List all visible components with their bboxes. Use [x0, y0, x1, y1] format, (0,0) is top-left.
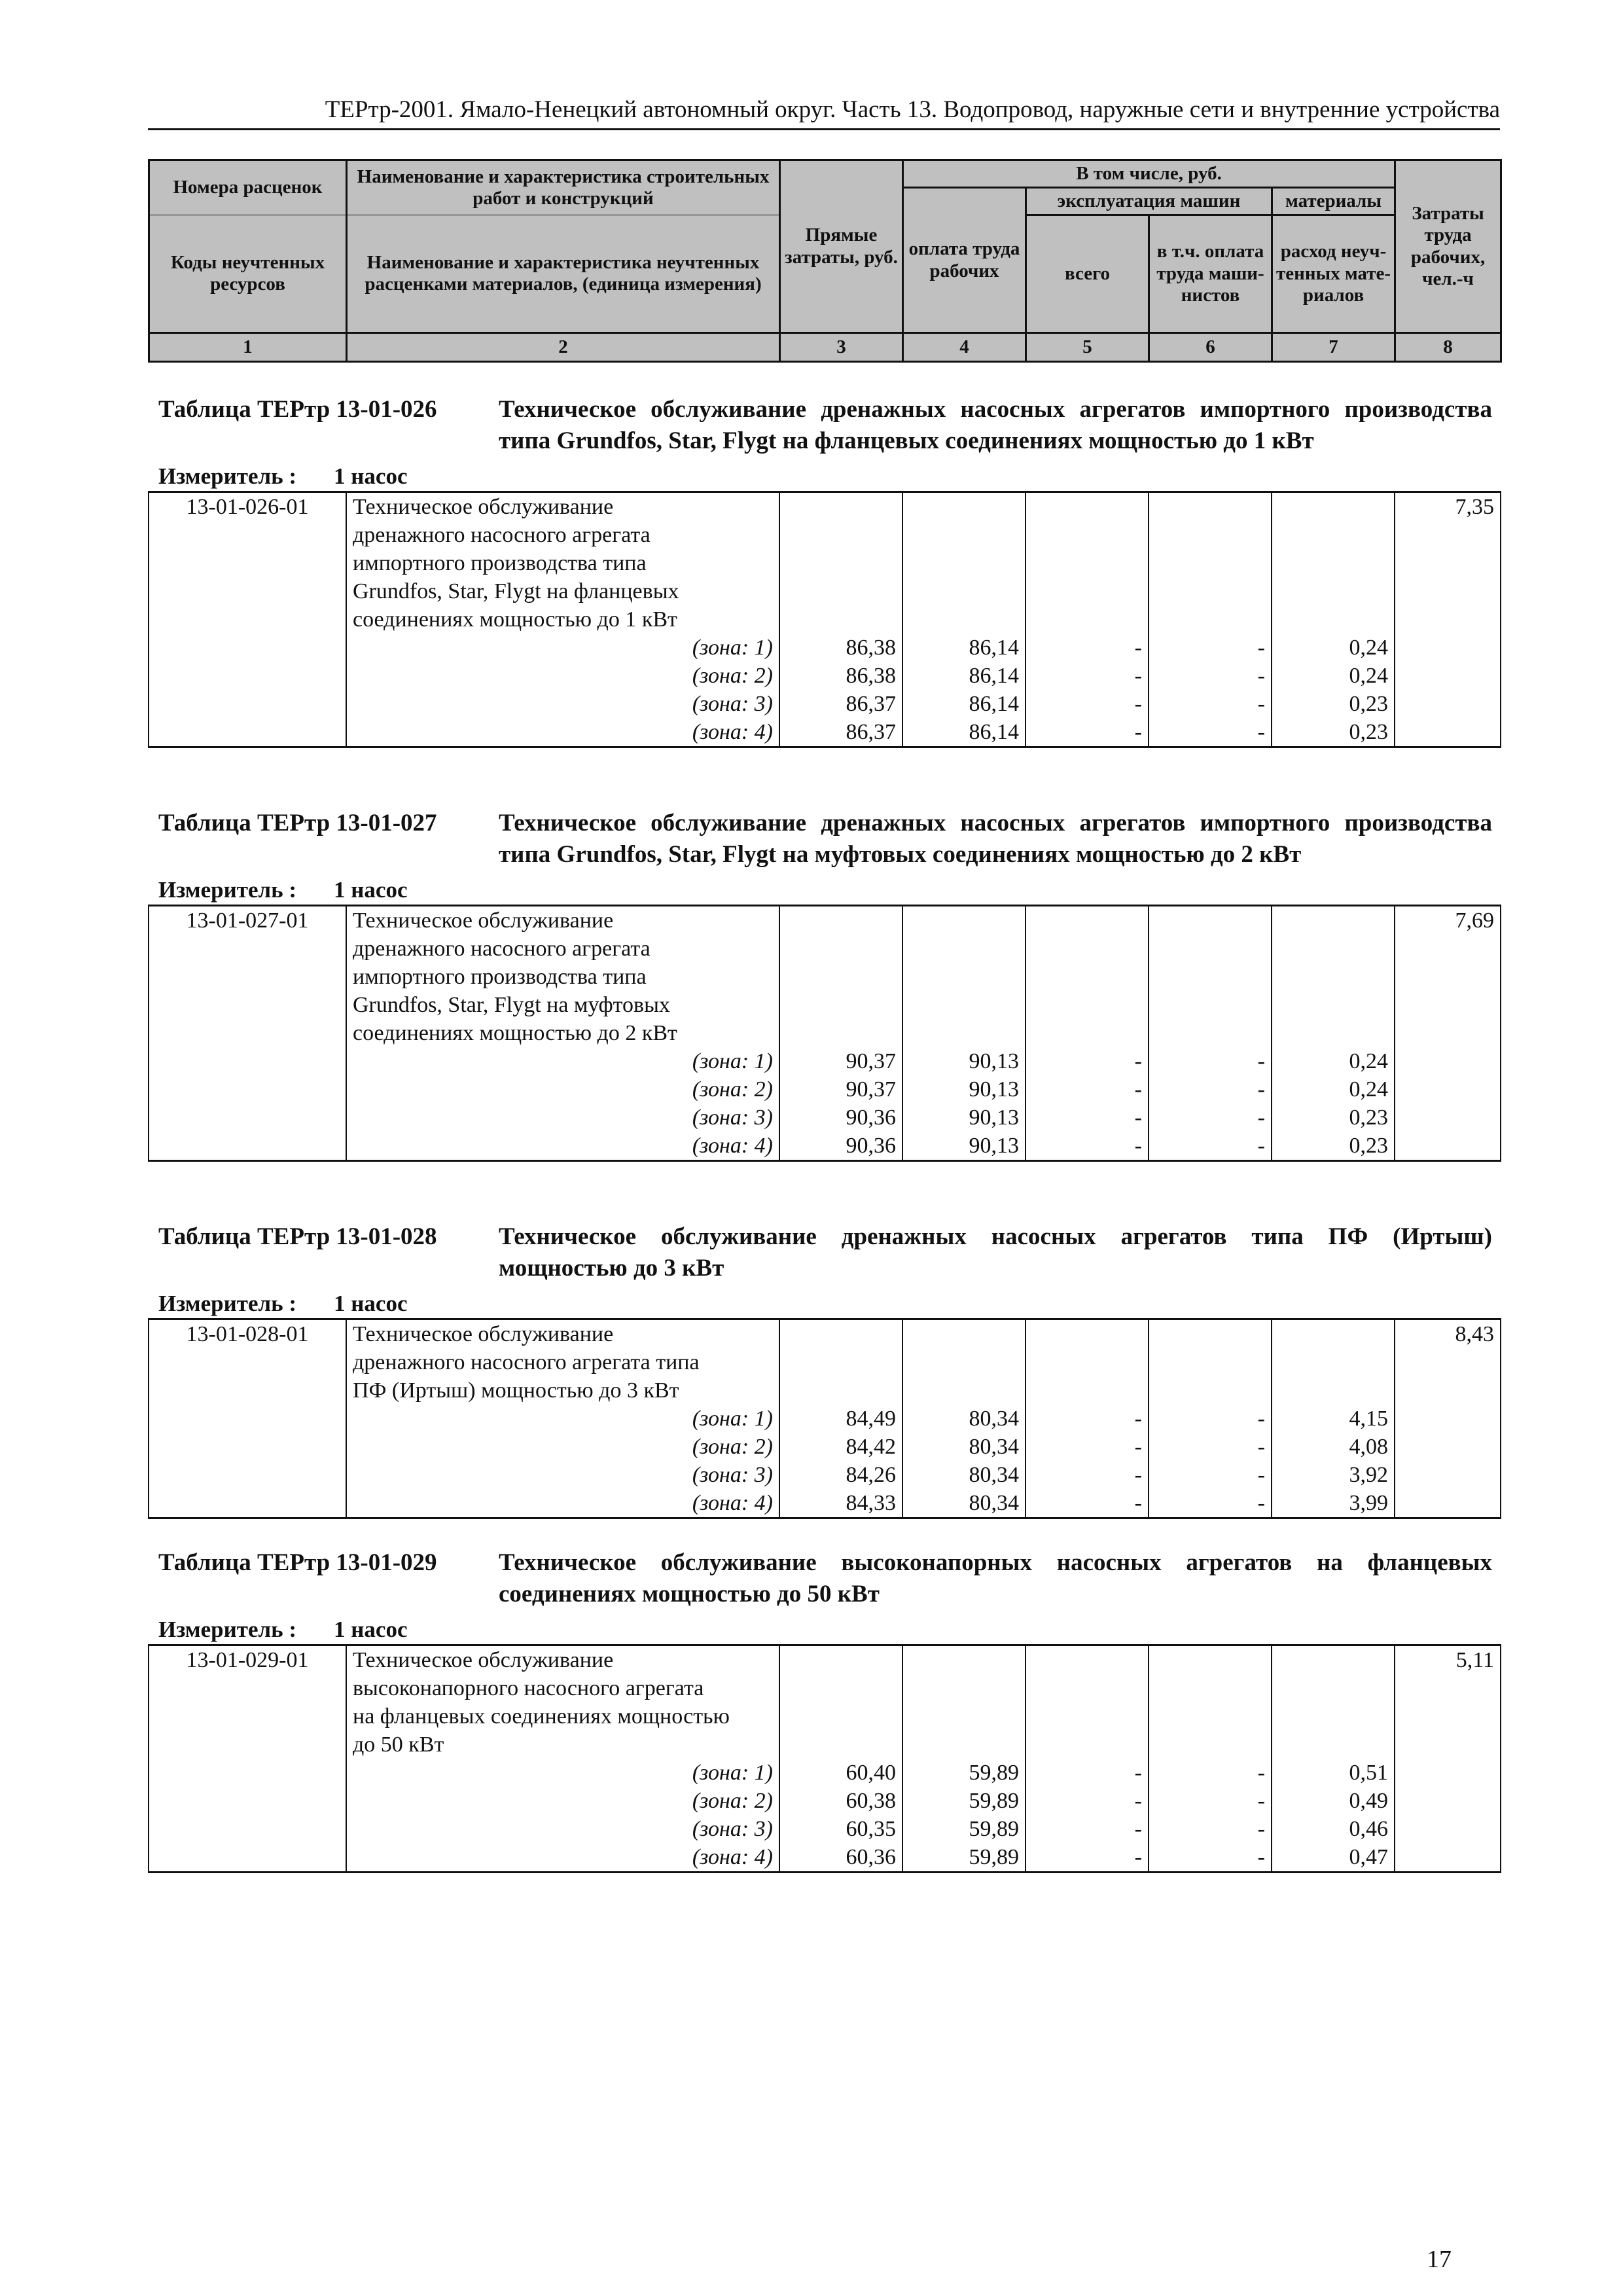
zone-label: (зона: 2)	[346, 1433, 779, 1461]
labor-cost	[1395, 1731, 1501, 1759]
rate-code	[149, 1019, 346, 1047]
machinist-wages: -	[1149, 1787, 1272, 1815]
materials: 0,47	[1272, 1843, 1395, 1873]
labor-cost	[1395, 521, 1501, 549]
labor-cost	[1395, 991, 1501, 1019]
labor-cost	[1395, 935, 1501, 963]
header-num-4: 4	[903, 333, 1026, 362]
rate-description-line: Техническое обслуживание	[346, 492, 779, 522]
direct-cost: 60,40	[779, 1759, 902, 1787]
rate-table	[148, 491, 1501, 748]
description-row	[149, 1376, 1501, 1405]
zone-row	[149, 634, 1501, 662]
zone-row	[149, 718, 1501, 747]
header-machines-group: эксплуатация машин	[1026, 188, 1272, 215]
wages: 59,89	[902, 1843, 1026, 1873]
zone-label: (зона: 4)	[346, 718, 779, 747]
description-row	[149, 577, 1501, 605]
header-materials-group: материалы	[1272, 188, 1395, 215]
machines-total: -	[1026, 1075, 1149, 1103]
rate-code: 13-01-026-01	[149, 492, 346, 522]
meter-label: Измеритель :	[158, 463, 297, 489]
header-num-3: 3	[780, 333, 903, 362]
header-col1-bottom: Коды неучтенных ресурсов	[149, 215, 347, 333]
zone-row	[149, 1047, 1501, 1075]
table-title: Техническое обслуживание высоконапорных насосных агрегатов на фланцевых соединениях мощностью до 50 кВт	[499, 1549, 1492, 1607]
materials: 0,23	[1272, 718, 1395, 747]
header-num-1: 1	[149, 333, 347, 362]
header-col2-bottom: Наименование и характеристика неучтенных расценками материалов, (единица измерения)	[347, 215, 780, 333]
zone-row	[149, 1489, 1501, 1518]
zone-row	[149, 1787, 1501, 1815]
table-code: Таблица ТЕРтр 13-01-029	[158, 1549, 437, 1576]
rate-description-line: Техническое обслуживание	[346, 1319, 779, 1349]
section-13-01-026	[148, 394, 1500, 748]
section-13-01-027	[148, 808, 1500, 1162]
wages: 90,13	[902, 1047, 1026, 1075]
rate-description-line: ПФ (Иртыш) мощностью до 3 кВт	[346, 1376, 779, 1405]
zone-label: (зона: 2)	[346, 1787, 779, 1815]
wages: 86,14	[902, 634, 1026, 662]
rate-table	[148, 1644, 1501, 1873]
machines-total: -	[1026, 1047, 1149, 1075]
zone-label: (зона: 3)	[346, 1103, 779, 1132]
rate-description-line: до 50 кВт	[346, 1731, 779, 1759]
labor-cost: 5,11	[1395, 1645, 1501, 1675]
rate-code	[149, 935, 346, 963]
description-row	[149, 935, 1501, 963]
table-code: Таблица ТЕРтр 13-01-026	[158, 396, 437, 423]
description-row	[149, 906, 1501, 935]
table-code: Таблица ТЕРтр 13-01-027	[158, 810, 437, 836]
labor-cost	[1395, 963, 1501, 991]
description-row	[149, 1019, 1501, 1047]
machines-total: -	[1026, 1489, 1149, 1518]
zone-label: (зона: 3)	[346, 1815, 779, 1843]
meter	[148, 876, 1500, 905]
rate-code	[149, 1731, 346, 1759]
wages: 59,89	[902, 1815, 1026, 1843]
materials: 4,08	[1272, 1433, 1395, 1461]
rate-code: 13-01-029-01	[149, 1645, 346, 1675]
labor-cost	[1395, 1702, 1501, 1731]
machinist-wages: -	[1149, 1843, 1272, 1873]
zone-row	[149, 1433, 1501, 1461]
wages: 59,89	[902, 1759, 1026, 1787]
meter	[148, 462, 1500, 491]
wages: 86,14	[902, 690, 1026, 718]
meter-value: 1 насос	[334, 1617, 408, 1642]
machinist-wages: -	[1149, 690, 1272, 718]
description-row	[149, 963, 1501, 991]
header-num-7: 7	[1272, 333, 1395, 362]
labor-cost	[1395, 549, 1501, 577]
machinist-wages: -	[1149, 718, 1272, 747]
description-row	[149, 492, 1501, 522]
zone-row	[149, 1075, 1501, 1103]
description-row	[149, 549, 1501, 577]
zone-row	[149, 1132, 1501, 1161]
direct-cost: 90,37	[779, 1047, 902, 1075]
meter-value: 1 насос	[334, 1291, 408, 1316]
header-rule	[148, 128, 1500, 130]
zone-label: (зона: 4)	[346, 1132, 779, 1161]
section-13-01-029	[148, 1547, 1500, 1873]
machines-total: -	[1026, 1461, 1149, 1489]
description-row	[149, 1348, 1501, 1376]
rate-description-line: импортного производства типа	[346, 549, 779, 577]
zone-row	[149, 1461, 1501, 1489]
machinist-wages: -	[1149, 634, 1272, 662]
labor-cost	[1395, 1348, 1501, 1376]
header-col2-top: Наименование и характеристика строительных работ и конструкций	[347, 160, 780, 215]
rate-code: 13-01-028-01	[149, 1319, 346, 1349]
materials: 0,24	[1272, 634, 1395, 662]
machinist-wages: -	[1149, 1075, 1272, 1103]
rate-code	[149, 1376, 346, 1405]
header-num-2: 2	[347, 333, 780, 362]
description-row	[149, 1731, 1501, 1759]
labor-cost	[1395, 605, 1501, 634]
rate-description-line: дренажного насосного агрегата	[346, 521, 779, 549]
direct-cost: 86,38	[779, 662, 902, 690]
header-col7: расход неуч-тенных мате-риалов	[1272, 215, 1395, 333]
wages: 86,14	[902, 718, 1026, 747]
direct-cost: 86,37	[779, 690, 902, 718]
machinist-wages: -	[1149, 1433, 1272, 1461]
rate-code	[149, 549, 346, 577]
machines-total: -	[1026, 1405, 1149, 1433]
direct-cost: 86,38	[779, 634, 902, 662]
rate-description-line: дренажного насосного агрегата	[346, 935, 779, 963]
wages: 80,34	[902, 1461, 1026, 1489]
header-col3: Прямые затраты, руб.	[780, 160, 903, 333]
direct-cost: 84,42	[779, 1433, 902, 1461]
direct-cost: 60,35	[779, 1815, 902, 1843]
rate-table	[148, 905, 1501, 1162]
materials: 4,15	[1272, 1405, 1395, 1433]
materials: 3,99	[1272, 1489, 1395, 1518]
header-col4: оплата труда рабочих	[903, 188, 1026, 333]
machines-total: -	[1026, 1815, 1149, 1843]
machinist-wages: -	[1149, 1489, 1272, 1518]
description-row	[149, 1645, 1501, 1675]
machines-total: -	[1026, 1787, 1149, 1815]
header-col8: Затраты труда рабочих, чел.-ч	[1395, 160, 1501, 333]
labor-cost	[1395, 1674, 1501, 1702]
direct-cost: 90,37	[779, 1075, 902, 1103]
rate-code	[149, 991, 346, 1019]
section-13-01-028	[148, 1221, 1500, 1519]
materials: 0,23	[1272, 690, 1395, 718]
direct-cost: 90,36	[779, 1103, 902, 1132]
rate-code	[149, 963, 346, 991]
section-title	[148, 808, 1500, 870]
rate-code	[149, 1348, 346, 1376]
materials: 0,46	[1272, 1815, 1395, 1843]
labor-cost	[1395, 577, 1501, 605]
header-col1-top: Номера расценок	[149, 160, 347, 215]
page-number: 17	[1427, 2246, 1452, 2273]
zone-label: (зона: 1)	[346, 1405, 779, 1433]
machines-total: -	[1026, 690, 1149, 718]
table-title: Техническое обслуживание дренажных насосных агрегатов импортного производства типа Grundfos, Star, Flygt на фланцевых соединениях мощностью до 1 кВт	[499, 396, 1492, 454]
zone-label: (зона: 2)	[346, 662, 779, 690]
rate-code	[149, 521, 346, 549]
description-row	[149, 605, 1501, 634]
direct-cost: 90,36	[779, 1132, 902, 1161]
machinist-wages: -	[1149, 1132, 1272, 1161]
rate-description-line: Техническое обслуживание	[346, 906, 779, 935]
zone-row	[149, 662, 1501, 690]
wages: 80,34	[902, 1489, 1026, 1518]
column-header-table	[148, 159, 1502, 363]
machines-total: -	[1026, 662, 1149, 690]
header-group-title: В том числе, руб.	[903, 160, 1395, 188]
labor-cost: 8,43	[1395, 1319, 1501, 1349]
rate-description-line: соединениях мощностью до 2 кВт	[346, 1019, 779, 1047]
direct-cost: 60,36	[779, 1843, 902, 1873]
materials: 0,23	[1272, 1103, 1395, 1132]
materials: 0,24	[1272, 1047, 1395, 1075]
direct-cost: 60,38	[779, 1787, 902, 1815]
zone-row	[149, 1103, 1501, 1132]
machines-total: -	[1026, 718, 1149, 747]
meter	[148, 1615, 1500, 1644]
wages: 90,13	[902, 1103, 1026, 1132]
zone-label: (зона: 1)	[346, 1759, 779, 1787]
zone-row	[149, 1815, 1501, 1843]
machines-total: -	[1026, 1759, 1149, 1787]
zone-row	[149, 1405, 1501, 1433]
machinist-wages: -	[1149, 1815, 1272, 1843]
rate-description-line: высоконапорного насосного агрегата	[346, 1674, 779, 1702]
wages: 80,34	[902, 1405, 1026, 1433]
wages: 86,14	[902, 662, 1026, 690]
machines-total: -	[1026, 1103, 1149, 1132]
direct-cost: 86,37	[779, 718, 902, 747]
running-header: ТЕРтр-2001. Ямало-Ненецкий автономный округ. Часть 13. Водопровод, наружные сети и внутренние устройства	[325, 96, 1500, 123]
machines-total: -	[1026, 1433, 1149, 1461]
description-row	[149, 1702, 1501, 1731]
rate-code	[149, 577, 346, 605]
description-row	[149, 521, 1501, 549]
zone-row	[149, 1843, 1501, 1873]
materials: 0,24	[1272, 662, 1395, 690]
meter-label: Измеритель :	[158, 1291, 297, 1316]
machines-total: -	[1026, 1132, 1149, 1161]
meter-label: Измеритель :	[158, 877, 297, 903]
machines-total: -	[1026, 634, 1149, 662]
zone-label: (зона: 4)	[346, 1489, 779, 1518]
machinist-wages: -	[1149, 1103, 1272, 1132]
zone-label: (зона: 1)	[346, 1047, 779, 1075]
meter-label: Измеритель :	[158, 1617, 297, 1642]
labor-cost	[1395, 1376, 1501, 1405]
wages: 90,13	[902, 1132, 1026, 1161]
header-num-8: 8	[1395, 333, 1501, 362]
description-row	[149, 991, 1501, 1019]
section-title	[148, 1547, 1500, 1610]
wages: 59,89	[902, 1787, 1026, 1815]
machinist-wages: -	[1149, 662, 1272, 690]
labor-cost: 7,69	[1395, 906, 1501, 935]
direct-cost: 84,49	[779, 1405, 902, 1433]
meter-value: 1 насос	[334, 877, 408, 903]
table-title: Техническое обслуживание дренажных насосных агрегатов типа ПФ (Иртыш) мощностью до 3 кВт	[499, 1223, 1492, 1282]
zone-label: (зона: 1)	[346, 634, 779, 662]
rate-description-line: импортного производства типа	[346, 963, 779, 991]
rate-description-line: на фланцевых соединениях мощностью	[346, 1702, 779, 1731]
direct-cost: 84,33	[779, 1489, 902, 1518]
header-col5: всего	[1026, 215, 1149, 333]
zone-row	[149, 1759, 1501, 1787]
zone-label: (зона: 4)	[346, 1843, 779, 1873]
rate-code: 13-01-027-01	[149, 906, 346, 935]
meter	[148, 1289, 1500, 1318]
direct-cost: 84,26	[779, 1461, 902, 1489]
materials: 0,49	[1272, 1787, 1395, 1815]
rate-code	[149, 605, 346, 634]
materials: 0,51	[1272, 1759, 1395, 1787]
rate-description-line: Grundfos, Star, Flygt на фланцевых	[346, 577, 779, 605]
table-title: Техническое обслуживание дренажных насосных агрегатов импортного производства типа Grundfos, Star, Flygt на муфтовых соединениях мощностью до 2 кВт	[499, 810, 1492, 868]
section-title	[148, 394, 1500, 457]
rate-table	[148, 1318, 1501, 1519]
machinist-wages: -	[1149, 1461, 1272, 1489]
header-num-6: 6	[1149, 333, 1272, 362]
header-num-5: 5	[1026, 333, 1149, 362]
zone-label: (зона: 3)	[346, 1461, 779, 1489]
header-col6: в т.ч. оплата труда маши-нистов	[1149, 215, 1272, 333]
materials: 0,23	[1272, 1132, 1395, 1161]
wages: 80,34	[902, 1433, 1026, 1461]
section-title	[148, 1221, 1500, 1284]
description-row	[149, 1674, 1501, 1702]
machinist-wages: -	[1149, 1759, 1272, 1787]
labor-cost: 7,35	[1395, 492, 1501, 522]
rate-description-line: Техническое обслуживание	[346, 1645, 779, 1675]
rate-code	[149, 1674, 346, 1702]
description-row	[149, 1319, 1501, 1349]
wages: 90,13	[902, 1075, 1026, 1103]
machines-total: -	[1026, 1843, 1149, 1873]
rate-code	[149, 1702, 346, 1731]
machinist-wages: -	[1149, 1405, 1272, 1433]
materials: 3,92	[1272, 1461, 1395, 1489]
table-code: Таблица ТЕРтр 13-01-028	[158, 1223, 437, 1250]
labor-cost	[1395, 1019, 1501, 1047]
zone-label: (зона: 2)	[346, 1075, 779, 1103]
rate-description-line: дренажного насосного агрегата типа	[346, 1348, 779, 1376]
materials: 0,24	[1272, 1075, 1395, 1103]
zone-label: (зона: 3)	[346, 690, 779, 718]
zone-row	[149, 690, 1501, 718]
machinist-wages: -	[1149, 1047, 1272, 1075]
meter-value: 1 насос	[334, 463, 408, 489]
rate-description-line: соединениях мощностью до 1 кВт	[346, 605, 779, 634]
rate-description-line: Grundfos, Star, Flygt на муфтовых	[346, 991, 779, 1019]
